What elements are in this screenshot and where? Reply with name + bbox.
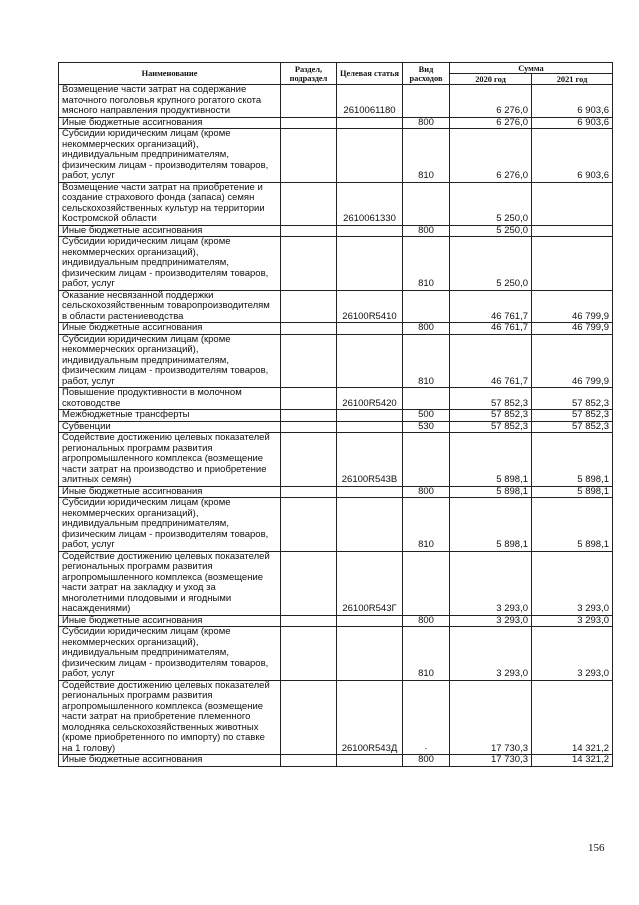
name-cell: Иные бюджетные ассигнования xyxy=(59,486,281,498)
amount-2021-cell: 3 293,0 xyxy=(532,627,613,681)
table-body xyxy=(59,85,613,767)
table-row xyxy=(59,290,613,323)
section-cell xyxy=(281,334,337,388)
type-cell: 810 xyxy=(403,627,450,681)
section-cell xyxy=(281,410,337,422)
amount-2021-cell: 3 293,0 xyxy=(532,615,613,627)
type-cell: 810 xyxy=(403,334,450,388)
amount-2021-cell xyxy=(532,237,613,291)
amount-2020-cell: 6 276,0 xyxy=(450,117,532,129)
header-name: Наименование xyxy=(59,63,281,85)
section-cell xyxy=(281,237,337,291)
target-cell xyxy=(337,498,403,552)
section-cell xyxy=(281,551,337,615)
section-cell xyxy=(281,290,337,323)
table-row xyxy=(59,615,613,627)
target-cell xyxy=(337,615,403,627)
amount-2021-cell xyxy=(532,182,613,225)
section-cell xyxy=(281,421,337,433)
target-cell xyxy=(337,486,403,498)
target-cell xyxy=(337,627,403,681)
table-row xyxy=(59,433,613,487)
name-cell: Содействие достижению целевых показателей региональных программ развития агропромышленного комплекса (возмещение части затрат на закладку и уход за многолетними плодовыми и ягодными насаждениями) xyxy=(59,551,281,615)
section-cell xyxy=(281,615,337,627)
target-cell xyxy=(337,410,403,422)
table-row xyxy=(59,323,613,335)
table-row xyxy=(59,551,613,615)
amount-2020-cell: 6 276,0 xyxy=(450,129,532,183)
name-cell: Иные бюджетные ассигнования xyxy=(59,225,281,237)
type-cell: 800 xyxy=(403,225,450,237)
amount-2020-cell: 17 730,3 xyxy=(450,755,532,767)
type-cell: 500 xyxy=(403,410,450,422)
amount-2021-cell: 5 898,1 xyxy=(532,433,613,487)
amount-2020-cell: 5 898,1 xyxy=(450,498,532,552)
amount-2020-cell: 5 898,1 xyxy=(450,486,532,498)
section-cell xyxy=(281,627,337,681)
name-cell: Субвенции xyxy=(59,421,281,433)
type-cell: 800 xyxy=(403,486,450,498)
amount-2021-cell: 6 903,6 xyxy=(532,129,613,183)
table-row xyxy=(59,225,613,237)
name-cell: Межбюджетные трансферты xyxy=(59,410,281,422)
name-cell: Иные бюджетные ассигнования xyxy=(59,117,281,129)
table-row xyxy=(59,388,613,410)
section-cell xyxy=(281,498,337,552)
name-cell: Субсидии юридическим лицам (кроме некоммерческих организаций), индивидуальным предпринимателям, физическим лицам - производителям товаров, работ, услуг xyxy=(59,498,281,552)
type-cell: 810 xyxy=(403,498,450,552)
type-cell xyxy=(403,182,450,225)
table-header xyxy=(59,63,613,85)
amount-2021-cell: 46 799,9 xyxy=(532,323,613,335)
amount-2020-cell: 57 852,3 xyxy=(450,388,532,410)
type-cell xyxy=(403,551,450,615)
type-cell: 810 xyxy=(403,237,450,291)
amount-2020-cell: 46 761,7 xyxy=(450,334,532,388)
type-cell: 810 xyxy=(403,129,450,183)
header-target: Целевая статья xyxy=(337,63,403,85)
target-cell xyxy=(337,334,403,388)
budget-table xyxy=(58,62,613,767)
table-row xyxy=(59,486,613,498)
amount-2020-cell: 5 250,0 xyxy=(450,237,532,291)
target-cell: 2610061330 xyxy=(337,182,403,225)
target-cell xyxy=(337,129,403,183)
header-2021: 2021 год xyxy=(532,74,613,85)
type-cell xyxy=(403,85,450,118)
type-cell: 800 xyxy=(403,117,450,129)
section-cell xyxy=(281,486,337,498)
target-cell xyxy=(337,323,403,335)
target-cell xyxy=(337,237,403,291)
table-row xyxy=(59,182,613,225)
amount-2020-cell: 46 761,7 xyxy=(450,290,532,323)
amount-2020-cell: 5 250,0 xyxy=(450,225,532,237)
type-cell xyxy=(403,388,450,410)
table-row xyxy=(59,237,613,291)
amount-2021-cell: 14 321,2 xyxy=(532,755,613,767)
amount-2021-cell: 57 852,3 xyxy=(532,388,613,410)
section-cell xyxy=(281,182,337,225)
section-cell xyxy=(281,85,337,118)
amount-2020-cell: 46 761,7 xyxy=(450,323,532,335)
table-row xyxy=(59,421,613,433)
section-cell xyxy=(281,680,337,755)
section-cell xyxy=(281,433,337,487)
amount-2020-cell: 3 293,0 xyxy=(450,551,532,615)
table-row xyxy=(59,680,613,755)
section-cell xyxy=(281,323,337,335)
type-cell xyxy=(403,290,450,323)
name-cell: Субсидии юридическим лицам (кроме некоммерческих организаций), индивидуальным предпринимателям, физическим лицам - производителям товаров, работ, услуг xyxy=(59,627,281,681)
name-cell: Иные бюджетные ассигнования xyxy=(59,615,281,627)
name-cell: Субсидии юридическим лицам (кроме некоммерческих организаций), индивидуальным предпринимателям, физическим лицам - производителям товаров, работ, услуг xyxy=(59,129,281,183)
section-cell xyxy=(281,129,337,183)
page-number: 156 xyxy=(588,842,605,854)
type-cell: 800 xyxy=(403,755,450,767)
section-cell xyxy=(281,755,337,767)
name-cell: Возмещение части затрат на содержание маточного поголовья крупного рогатого скота мясного направления продуктивности xyxy=(59,85,281,118)
name-cell: Содействие достижению целевых показателей региональных программ развития агропромышленного комплекса (возмещение части затрат на производство и приобретение элитных семян) xyxy=(59,433,281,487)
table-row xyxy=(59,85,613,118)
amount-2021-cell: 46 799,9 xyxy=(532,290,613,323)
amount-2020-cell: 17 730,3 xyxy=(450,680,532,755)
name-cell: Содействие достижению целевых показателей региональных программ развития агропромышленного комплекса (возмещение части затрат на приобретение племенного молодняка сельскохозяйственных животных (кроме приобретенного по импорту) по ставке на 1 голову) xyxy=(59,680,281,755)
target-cell xyxy=(337,755,403,767)
amount-2020-cell: 5 898,1 xyxy=(450,433,532,487)
name-cell: Оказание несвязанной поддержки сельскохозяйственным товаропроизводителям в области растениеводства xyxy=(59,290,281,323)
section-cell xyxy=(281,117,337,129)
target-cell: 2610061180 xyxy=(337,85,403,118)
target-cell: 26100R5410 xyxy=(337,290,403,323)
type-cell: · xyxy=(403,680,450,755)
table-row xyxy=(59,129,613,183)
header-type: Вид расходов xyxy=(403,63,450,85)
target-cell: 26100R543Д xyxy=(337,680,403,755)
table-row xyxy=(59,117,613,129)
target-cell: 26100R543Г xyxy=(337,551,403,615)
header-2020: 2020 год xyxy=(450,74,532,85)
type-cell xyxy=(403,433,450,487)
name-cell: Иные бюджетные ассигнования xyxy=(59,755,281,767)
amount-2020-cell: 5 250,0 xyxy=(450,182,532,225)
amount-2021-cell: 57 852,3 xyxy=(532,421,613,433)
name-cell: Субсидии юридическим лицам (кроме некоммерческих организаций), индивидуальным предпринимателям, физическим лицам - производителям товаров, работ, услуг xyxy=(59,334,281,388)
amount-2021-cell: 5 898,1 xyxy=(532,498,613,552)
amount-2021-cell: 6 903,6 xyxy=(532,117,613,129)
header-section: Раздел, подраздел xyxy=(281,63,337,85)
type-cell: 800 xyxy=(403,615,450,627)
type-cell: 800 xyxy=(403,323,450,335)
amount-2020-cell: 57 852,3 xyxy=(450,421,532,433)
target-cell xyxy=(337,421,403,433)
amount-2021-cell xyxy=(532,225,613,237)
target-cell: 26100R543В xyxy=(337,433,403,487)
table-row xyxy=(59,334,613,388)
header-sum: Сумма xyxy=(450,63,613,74)
amount-2020-cell: 3 293,0 xyxy=(450,627,532,681)
section-cell xyxy=(281,388,337,410)
target-cell xyxy=(337,117,403,129)
amount-2021-cell: 6 903,6 xyxy=(532,85,613,118)
amount-2020-cell: 57 852,3 xyxy=(450,410,532,422)
table-row xyxy=(59,755,613,767)
amount-2021-cell: 3 293,0 xyxy=(532,551,613,615)
table-row xyxy=(59,410,613,422)
table-row xyxy=(59,498,613,552)
amount-2021-cell: 5 898,1 xyxy=(532,486,613,498)
amount-2021-cell: 57 852,3 xyxy=(532,410,613,422)
section-cell xyxy=(281,225,337,237)
target-cell: 26100R5420 xyxy=(337,388,403,410)
amount-2020-cell: 6 276,0 xyxy=(450,85,532,118)
name-cell: Повышение продуктивности в молочном скотоводстве xyxy=(59,388,281,410)
name-cell: Возмещение части затрат на приобретение и создание страхового фонда (запаса) семян сельскохозяйственных культур на территории Костромской области xyxy=(59,182,281,225)
target-cell xyxy=(337,225,403,237)
name-cell: Иные бюджетные ассигнования xyxy=(59,323,281,335)
amount-2021-cell: 14 321,2 xyxy=(532,680,613,755)
amount-2021-cell: 46 799,9 xyxy=(532,334,613,388)
type-cell: 530 xyxy=(403,421,450,433)
name-cell: Субсидии юридическим лицам (кроме некоммерческих организаций), индивидуальным предпринимателям, физическим лицам - производителям товаров, работ, услуг xyxy=(59,237,281,291)
amount-2020-cell: 3 293,0 xyxy=(450,615,532,627)
table-row xyxy=(59,627,613,681)
